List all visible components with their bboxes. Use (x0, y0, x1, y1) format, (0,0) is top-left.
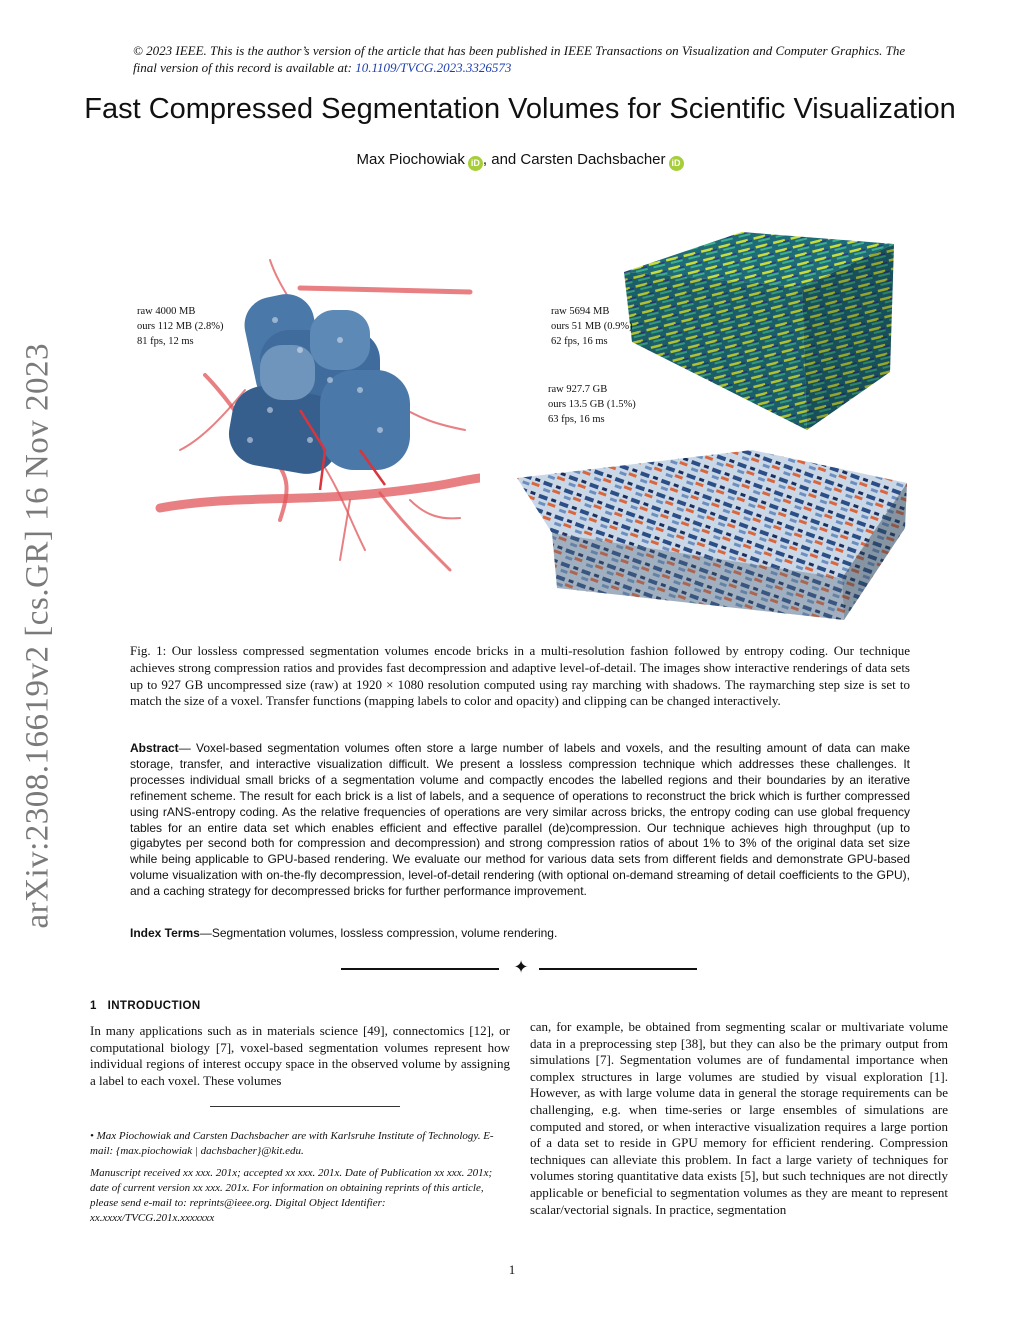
abstract-label: Abstract (130, 741, 179, 755)
figure-stats-2 (551, 304, 633, 349)
stat-perf: 62 fps, 16 ms (551, 336, 608, 347)
section-number: 1 (90, 1000, 97, 1012)
orcid-icon[interactable]: iD (468, 156, 483, 171)
figure-stats-3 (548, 382, 636, 427)
index-terms-text: —Segmentation volumes, lossless compression, volume rendering. (199, 926, 558, 940)
author-1: Max Piochowiak (356, 151, 465, 168)
footnote-manuscript: Manuscript received xx xxx. 201x; accepted xx xxx. 201x. Date of Publication xx xxx. 201x; date of current version xx xxx. 201x. For information on obtaining reprints of this article, please send e-mail to: reprints@ieee.org. Digital Object Identifier: xx.xxxx/TVCG.201x.xxxxxxx (90, 1167, 493, 1224)
divider-star-icon: ✦ (513, 957, 529, 977)
stat-raw: raw 927.7 GB (548, 384, 608, 395)
figure-stats-1 (137, 304, 224, 349)
stat-perf: 63 fps, 16 ms (548, 414, 605, 425)
stat-perf: 81 fps, 12 ms (137, 336, 194, 347)
doi-link[interactable]: 10.1109/TVCG.2023.3326573 (355, 60, 512, 75)
author-line (60, 151, 980, 171)
author-separator: , and (482, 151, 521, 168)
stat-raw: raw 4000 MB (137, 306, 196, 317)
arxiv-watermark: arXiv:2308.16619v2 [cs.GR] 16 Nov 2023 (19, 343, 56, 929)
figure-render-neurons (150, 250, 480, 580)
body-right-column: can, for example, be obtained from segmenting scalar or multivariate volume data in a preprocessing step [38], but they can also be the primary output from simulations [7]. Segmentation volumes are of fundamental importance when complex structures in large volumes are studied by visual exploration [1]. However, as with large volume data in general the storage requirements can be challenging, e.g. when time-series or large ensembles of simulations are computed and stored, or when interactive visualization requires a large portion of a data set to reside in GPU memory for efficient rendering. Compression techniques can alleviate this problem. In fact a large variety of techniques for volumes storing quantitative data exists [5], but such techniques are not directly applicable or beneficial to segmentation volumes as they are meant to represent scalar/vectorial signals. In practice, segmentation (530, 1019, 948, 1217)
figure-render-fibers (622, 232, 897, 432)
index-terms-label: Index Terms (130, 926, 200, 940)
footnote-rule (210, 1106, 400, 1107)
stat-ours: ours 51 MB (0.9%) (551, 321, 633, 332)
section-heading (90, 1000, 201, 1012)
footnote-affiliation: • Max Piochowiak and Carsten Dachsbacher are with Karlsruhe Institute of Technology. E-mail: {max.piochowiak | dachsbacher}@kit.edu. (90, 1130, 494, 1157)
stat-raw: raw 5694 MB (551, 306, 610, 317)
stat-ours: ours 112 MB (2.8%) (137, 321, 224, 332)
copyright-notice (133, 42, 923, 76)
stat-ours: ours 13.5 GB (1.5%) (548, 399, 636, 410)
figure-render-tissue (512, 438, 912, 623)
author-2: Carsten Dachsbacher (520, 151, 666, 168)
page-number: 1 (508, 1262, 516, 1277)
copyright-text: © 2023 IEEE. This is the author’s version of the article that has been published in IEEE Transactions on Visualization and Computer Graphics. The final version of this record is available at: (133, 43, 906, 75)
paper-title: Fast Compressed Segmentation Volumes for Scientific Visualization (84, 93, 956, 125)
body-left-column: In many applications such as in materials science [49], connectomics [12], or computational biology [7], voxel-based segmentation volumes represent how individual regions of interest occupy space in the observed volume by assigning a label to each voxel. These volumes (90, 1023, 510, 1088)
section-divider (341, 959, 701, 979)
abstract (130, 741, 910, 900)
section-title: INTRODUCTION (107, 1000, 201, 1012)
index-terms (130, 926, 910, 940)
figure-caption: Fig. 1: Our lossless compressed segmentation volumes encode bricks in a multi-resolution fashion followed by entropy coding. Our technique achieves strong compression ratios and provides fast decompression and adaptive level-of-detail. The images show interactive renderings of data sets up to 927 GB uncompressed size (raw) at 1920 × 1080 resolution computed using ray marching with shadows. The raymarching step size is set to match the size of a voxel. Transfer functions (mapping labels to color and opacity) and clipping can be changed interactively. (130, 643, 910, 709)
abstract-text: — Voxel-based segmentation volumes often store a large number of labels and voxels, and the resulting amount of data can make storage, transfer, and interactive visualization difficult. We present a lossless compression technique which addresses these challenges. It processes individual small bricks of a segmentation volume and compactly encodes the labelled regions and their boundaries by an iterative refinement scheme. The result for each brick is a list of labels, and a sequence of operations to reconstruct the brick which is further compressed using rANS-entropy coding. As the relative frequencies of operations are very similar across bricks, the entropy coding can use global frequency tables for an entire data set which enables efficient and effective parallel (de)compression. Our technique achieves high throughput (up to gigabytes per second both for compression and decompression) and strong compression ratios of about 1% to 3% of the original data set size while being applicable to GPU-based rendering. We evaluate our method for various data sets from different fields and demonstrate GPU-based volume visualization with on-the-fly decompression, level-of-detail rendering (with optional on-demand streaming of detail coefficients to the GPU), and a caching strategy for decompressed bricks for further performance improvement. (130, 741, 910, 899)
orcid-icon[interactable]: iD (669, 156, 684, 171)
